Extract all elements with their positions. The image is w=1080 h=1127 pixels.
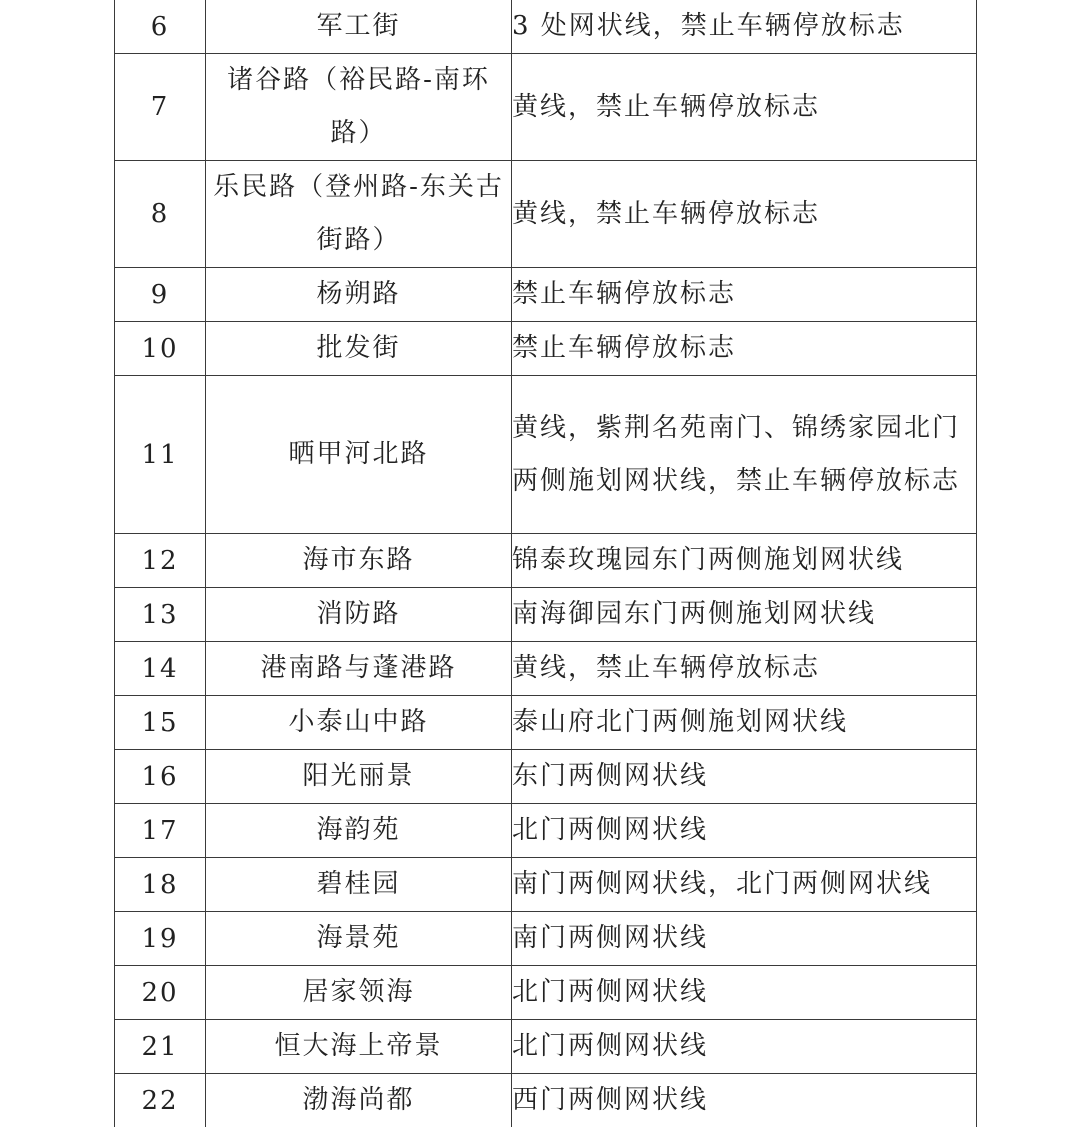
marking-description-cell: 南门两侧网状线 <box>512 912 977 966</box>
road-name-cell: 消防路 <box>206 588 512 642</box>
row-number-cell: 7 <box>115 54 206 161</box>
row-number-cell: 18 <box>115 858 206 912</box>
marking-description-cell: 禁止车辆停放标志 <box>512 322 977 376</box>
table-row <box>115 322 977 376</box>
road-name-cell: 小泰山中路 <box>206 696 512 750</box>
marking-description-cell: 黄线，禁止车辆停放标志 <box>512 642 977 696</box>
road-name-cell: 恒大海上帝景 <box>206 1020 512 1074</box>
marking-description-cell: 泰山府北门两侧施划网状线 <box>512 696 977 750</box>
row-number-cell: 6 <box>115 0 206 54</box>
row-number-cell: 9 <box>115 268 206 322</box>
table-row <box>115 696 977 750</box>
road-name-cell: 居家领海 <box>206 966 512 1020</box>
row-number-cell: 8 <box>115 161 206 268</box>
row-number-cell: 21 <box>115 1020 206 1074</box>
row-number-cell: 13 <box>115 588 206 642</box>
row-number-cell: 11 <box>115 376 206 534</box>
table-body <box>115 0 977 1127</box>
row-number-cell: 14 <box>115 642 206 696</box>
marking-description-cell: 西门两侧网状线 <box>512 1074 977 1127</box>
table-row <box>115 534 977 588</box>
road-name-cell: 乐民路（登州路-东关古街路） <box>206 161 512 268</box>
marking-description-cell: 禁止车辆停放标志 <box>512 268 977 322</box>
marking-description-cell: 东门两侧网状线 <box>512 750 977 804</box>
road-name-cell: 海景苑 <box>206 912 512 966</box>
road-name-cell: 阳光丽景 <box>206 750 512 804</box>
marking-description-cell: 北门两侧网状线 <box>512 804 977 858</box>
road-name-cell: 军工街 <box>206 0 512 54</box>
road-marking-table <box>114 0 977 1127</box>
row-number-cell: 15 <box>115 696 206 750</box>
road-name-cell: 海韵苑 <box>206 804 512 858</box>
marking-description-cell: 黄线，禁止车辆停放标志 <box>512 161 977 268</box>
marking-description-cell: 黄线，紫荆名苑南门、锦绣家园北门两侧施划网状线，禁止车辆停放标志 <box>512 376 977 534</box>
road-name-cell: 碧桂园 <box>206 858 512 912</box>
table-row <box>115 858 977 912</box>
table-row <box>115 376 977 534</box>
table-row <box>115 912 977 966</box>
road-name-cell: 海市东路 <box>206 534 512 588</box>
road-name-cell: 渤海尚都 <box>206 1074 512 1127</box>
road-name-cell: 批发街 <box>206 322 512 376</box>
table-row <box>115 161 977 268</box>
row-number-cell: 19 <box>115 912 206 966</box>
row-number-cell: 16 <box>115 750 206 804</box>
row-number-cell: 10 <box>115 322 206 376</box>
table-row <box>115 750 977 804</box>
table-row <box>115 54 977 161</box>
table-row <box>115 588 977 642</box>
row-number-cell: 22 <box>115 1074 206 1127</box>
road-name-cell: 杨朔路 <box>206 268 512 322</box>
table-row <box>115 804 977 858</box>
row-number-cell: 20 <box>115 966 206 1020</box>
table-row <box>115 1074 977 1127</box>
road-name-cell: 晒甲河北路 <box>206 376 512 534</box>
road-name-cell: 诸谷路（裕民路-南环路） <box>206 54 512 161</box>
road-name-cell: 港南路与蓬港路 <box>206 642 512 696</box>
marking-description-cell: 北门两侧网状线 <box>512 1020 977 1074</box>
marking-description-cell: 黄线，禁止车辆停放标志 <box>512 54 977 161</box>
marking-description-cell: 北门两侧网状线 <box>512 966 977 1020</box>
marking-description-cell: 3 处网状线，禁止车辆停放标志 <box>512 0 977 54</box>
row-number-cell: 12 <box>115 534 206 588</box>
marking-description-cell: 锦泰玫瑰园东门两侧施划网状线 <box>512 534 977 588</box>
marking-description-cell: 南海御园东门两侧施划网状线 <box>512 588 977 642</box>
table-row <box>115 1020 977 1074</box>
row-number-cell: 17 <box>115 804 206 858</box>
table-row <box>115 966 977 1020</box>
table-row <box>115 268 977 322</box>
table-row <box>115 642 977 696</box>
table-row <box>115 0 977 54</box>
marking-description-cell: 南门两侧网状线，北门两侧网状线 <box>512 858 977 912</box>
